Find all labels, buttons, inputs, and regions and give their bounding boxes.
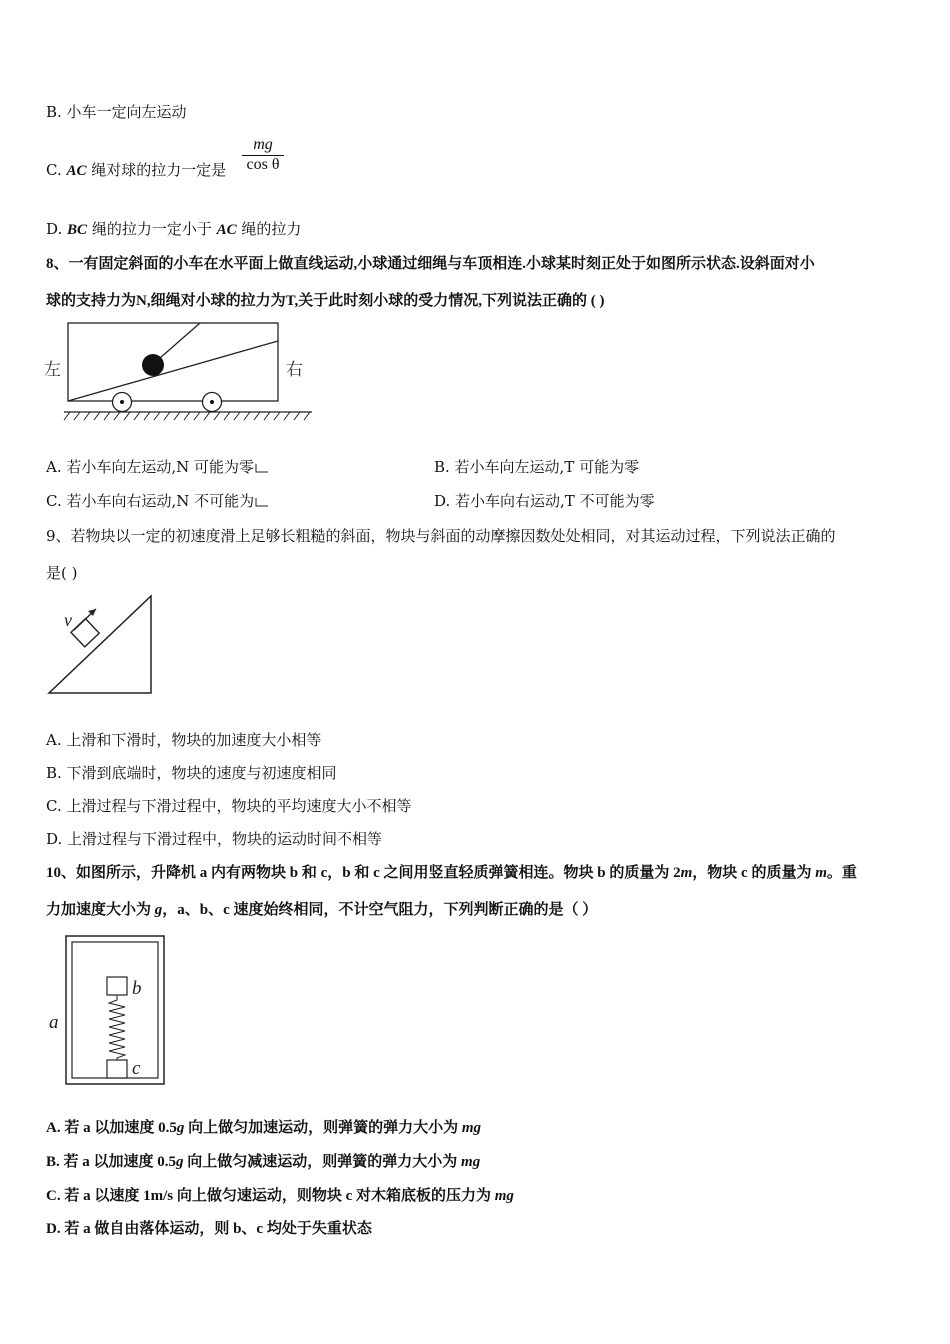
q8-stem-line1: 8、一有固定斜面的小车在水平面上做直线运动,小球通过细绳与车顶相连.小球某时刻正处于如图所示状态.设斜面对小 <box>46 256 815 272</box>
q9-option-a: A. 上滑和下滑时，物块的加速度大小相等 <box>46 731 322 749</box>
q9-stem-line2: 是( ) <box>46 564 78 582</box>
spring <box>109 995 125 1060</box>
q9-option-b: B. 下滑到底端时，物块的速度与初速度相同 <box>46 764 337 782</box>
q8-option-c: C. 若小车向右运动,N 不可能为 <box>46 491 270 511</box>
right-label: 右 <box>286 360 303 380</box>
q10-option-d: D. 若 a 做自由落体运动，则 b、c 均处于失重状态 <box>46 1221 372 1237</box>
q10-stem-line2: 力加速度大小为 g，a、b、c 速度始终相同，不计空气阻力，下列判断正确的是（ ） <box>46 902 598 918</box>
q10-option-c: C. 若 a 以速度 1m/s 向上做匀速运动，则物块 c 对木箱底板的压力为 mg <box>46 1188 514 1204</box>
q8-stem-line2: 球的支持力为N,细绳对小球的拉力为T,关于此时刻小球的受力情况,下列说法正确的 ( ) <box>46 293 605 309</box>
left-label: 左 <box>44 360 61 380</box>
block <box>71 619 99 647</box>
incline-line <box>68 341 278 401</box>
ball <box>142 354 164 376</box>
q10-option-b: B. 若 a 以加速度 0.5g 向上做匀减速运动，则弹簧的弹力大小为 mg <box>46 1154 481 1170</box>
q7-option-b: B. 小车一定向左运动 <box>46 103 187 121</box>
q8-option-b: B. 若小车向左运动,T 可能为零 <box>434 458 640 476</box>
block-b <box>107 977 127 995</box>
q8-cart-figure <box>40 318 325 428</box>
v-label: v <box>64 610 72 630</box>
q10-elevator-figure <box>44 932 174 1090</box>
q8-option-a: A. 若小车向左运动,N 可能为零 <box>46 457 270 477</box>
q9-incline-figure <box>44 592 159 698</box>
q7-fraction: $\frac{mg}{\text{cos θ}}$ <box>242 136 284 174</box>
blank-mark-icon <box>254 462 270 474</box>
block-c <box>107 1060 127 1078</box>
cart-body <box>68 323 278 401</box>
label-a: a <box>49 1012 59 1033</box>
q7-option-d: D. BC 绳的拉力一定小于 AC 绳的拉力 <box>46 220 302 238</box>
blank-mark-icon <box>254 496 270 508</box>
q10-stem-line1: 10、如图所示，升降机 a 内有两物块 b 和 c，b 和 c 之间用竖直轻质弹簧相连。物块 b 的质量为 2m，物块 c 的质量为 m。重 <box>46 865 857 881</box>
q9-option-c: C. 上滑过程与下滑过程中，物块的平均速度大小不相等 <box>46 797 412 815</box>
q9-option-d: D. 上滑过程与下滑过程中，物块的运动时间不相等 <box>46 830 383 848</box>
q10-option-a: A. 若 a 以加速度 0.5g 向上做匀加速运动，则弹簧的弹力大小为 mg <box>46 1120 482 1136</box>
q8-option-d: D. 若小车向右运动,T 不可能为零 <box>434 492 655 510</box>
label-b: b <box>132 978 142 999</box>
label-c: c <box>132 1058 141 1079</box>
q9-stem-line1: 9、若物块以一定的初速度滑上足够长粗糙的斜面，物块与斜面的动摩擦因数处处相同，对其运动过程，下列说法正确的 <box>46 527 836 545</box>
q7-option-c: C. AC 绳对球的拉力一定是 <box>46 161 227 179</box>
